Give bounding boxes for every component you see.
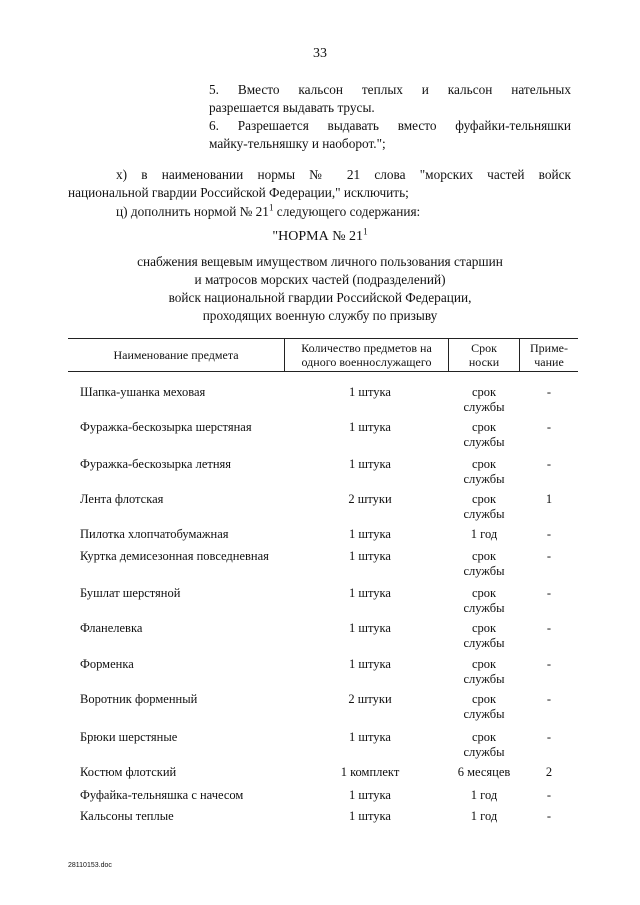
- row-quantity: 1 штука: [349, 549, 391, 563]
- row-item-name: Воротник форменный: [80, 692, 198, 706]
- row-note: -: [546, 657, 552, 671]
- row-item-name: Фуражка-бескозырка летняя: [80, 457, 232, 471]
- row-item-name: Шапка-ушанка меховая: [80, 385, 206, 399]
- row-quantity: 1 штука: [349, 657, 391, 671]
- row-item-name: Кальсоны теплые: [80, 809, 174, 823]
- norm-title-sup: 1: [363, 226, 368, 237]
- row-note: -: [546, 586, 552, 600]
- row-item-name: Фуражка-бескозырка шерстяная: [80, 420, 252, 434]
- header-term-line1: Срок: [471, 341, 497, 355]
- header-note: [520, 341, 578, 369]
- row-term-cont: службы: [463, 745, 505, 759]
- row-term: срок: [471, 420, 497, 434]
- row-quantity: 1 штука: [349, 621, 391, 635]
- header-qty: [285, 341, 448, 369]
- row-term-cont: службы: [463, 672, 505, 686]
- row-note: -: [546, 621, 552, 635]
- row-term: срок: [471, 586, 497, 600]
- row-item-name: Пилотка хлопчатобумажная: [80, 527, 229, 541]
- row-quantity: 1 штука: [349, 809, 391, 823]
- amendment-x-line1: х) в наименовании нормы № 21 слова "морских частей войск: [116, 167, 571, 182]
- row-quantity: 1 штука: [349, 385, 391, 399]
- row-quantity: 1 штука: [349, 788, 391, 802]
- row-term: срок: [471, 657, 497, 671]
- amendment-ts: [116, 203, 420, 220]
- header-term-line2: носки: [468, 355, 500, 369]
- note-6-line1: 6. Разрешается выдавать вместо фуфайки-тельняшки: [209, 118, 571, 133]
- row-term: 1 год: [470, 527, 498, 541]
- row-term: срок: [471, 385, 497, 399]
- row-term-cont: службы: [463, 564, 505, 578]
- row-quantity: 1 комплект: [340, 765, 400, 779]
- amendment-ts-tail: следующего содержания:: [273, 204, 421, 219]
- row-quantity: 1 штука: [349, 730, 391, 744]
- header-term: [449, 341, 519, 369]
- note-6-line2: майку-тельняшку и наоборот.";: [209, 136, 386, 151]
- row-note: -: [546, 457, 552, 471]
- row-note: -: [546, 549, 552, 563]
- page-number: 33: [313, 46, 327, 61]
- row-note: -: [546, 385, 552, 399]
- row-term: срок: [471, 621, 497, 635]
- amendment-x-line2: национальной гвардии Российской Федерации," исключить;: [68, 185, 409, 200]
- header-note-line2: чание: [534, 355, 564, 369]
- header-note-line1: Приме-: [529, 341, 568, 355]
- header-qty-line2: одного военнослужащего: [301, 355, 432, 369]
- norm-subtitle-line1: снабжения вещевым имуществом личного пользования старшин: [137, 254, 503, 269]
- norm-title-text: "НОРМА № 21: [272, 229, 364, 244]
- row-term: 1 год: [470, 809, 498, 823]
- row-term: срок: [471, 492, 497, 506]
- row-term-cont: службы: [463, 507, 505, 521]
- row-note: 1: [545, 492, 553, 506]
- row-quantity: 1 штука: [349, 457, 391, 471]
- row-item-name: Костюм флотский: [80, 765, 177, 779]
- row-item-name: Куртка демисезонная повседневная: [80, 549, 269, 563]
- row-term: срок: [471, 457, 497, 471]
- row-term: срок: [471, 692, 497, 706]
- row-note: -: [546, 692, 552, 706]
- row-note: -: [546, 730, 552, 744]
- row-term-cont: службы: [463, 636, 505, 650]
- row-term-cont: службы: [463, 472, 505, 486]
- norm-subtitle-line3: войск национальной гвардии Российской Федерации,: [168, 290, 472, 305]
- table-top-rule: [68, 338, 578, 339]
- row-quantity: 1 штука: [349, 420, 391, 434]
- header-qty-line1: Количество предметов на: [301, 341, 432, 355]
- row-note: -: [546, 809, 552, 823]
- norm-title: [0, 226, 640, 245]
- row-term: 1 год: [470, 788, 498, 802]
- row-quantity: 1 штука: [349, 586, 391, 600]
- row-item-name: Лента флотская: [80, 492, 164, 506]
- row-term: 6 месяцев: [457, 765, 511, 779]
- row-item-name: Форменка: [80, 657, 134, 671]
- row-term: срок: [471, 730, 497, 744]
- row-quantity: 1 штука: [349, 527, 391, 541]
- amendment-ts-sup: 1: [268, 202, 274, 213]
- row-item-name: Бушлат шерстяной: [80, 586, 181, 600]
- row-note: -: [546, 527, 552, 541]
- row-term: срок: [471, 549, 497, 563]
- row-quantity: 2 штуки: [348, 492, 392, 506]
- row-note: 2: [545, 765, 553, 779]
- amendment-ts-text: ц) дополнить нормой № 21: [116, 204, 269, 219]
- row-item-name: Фуфайка-тельняшка с начесом: [80, 788, 244, 802]
- row-term-cont: службы: [463, 601, 505, 615]
- row-item-name: Фланелевка: [80, 621, 143, 635]
- row-quantity: 2 штуки: [348, 692, 392, 706]
- table-header-rule: [68, 371, 578, 372]
- note-5-line1: 5. Вместо кальсон теплых и кальсон нательных: [209, 82, 571, 97]
- footer-filename: 28110153.doc: [68, 862, 112, 869]
- row-note: -: [546, 788, 552, 802]
- row-term-cont: службы: [463, 400, 505, 414]
- note-5-line2: разрешается выдавать трусы.: [209, 100, 375, 115]
- row-note: -: [546, 420, 552, 434]
- row-term-cont: службы: [463, 707, 505, 721]
- row-term-cont: службы: [463, 435, 505, 449]
- header-item: Наименование предмета: [113, 348, 239, 362]
- norm-subtitle-line2: и матросов морских частей (подразделений): [194, 272, 446, 287]
- row-item-name: Брюки шерстяные: [80, 730, 178, 744]
- norm-subtitle-line4: проходящих военную службу по призыву: [202, 308, 438, 323]
